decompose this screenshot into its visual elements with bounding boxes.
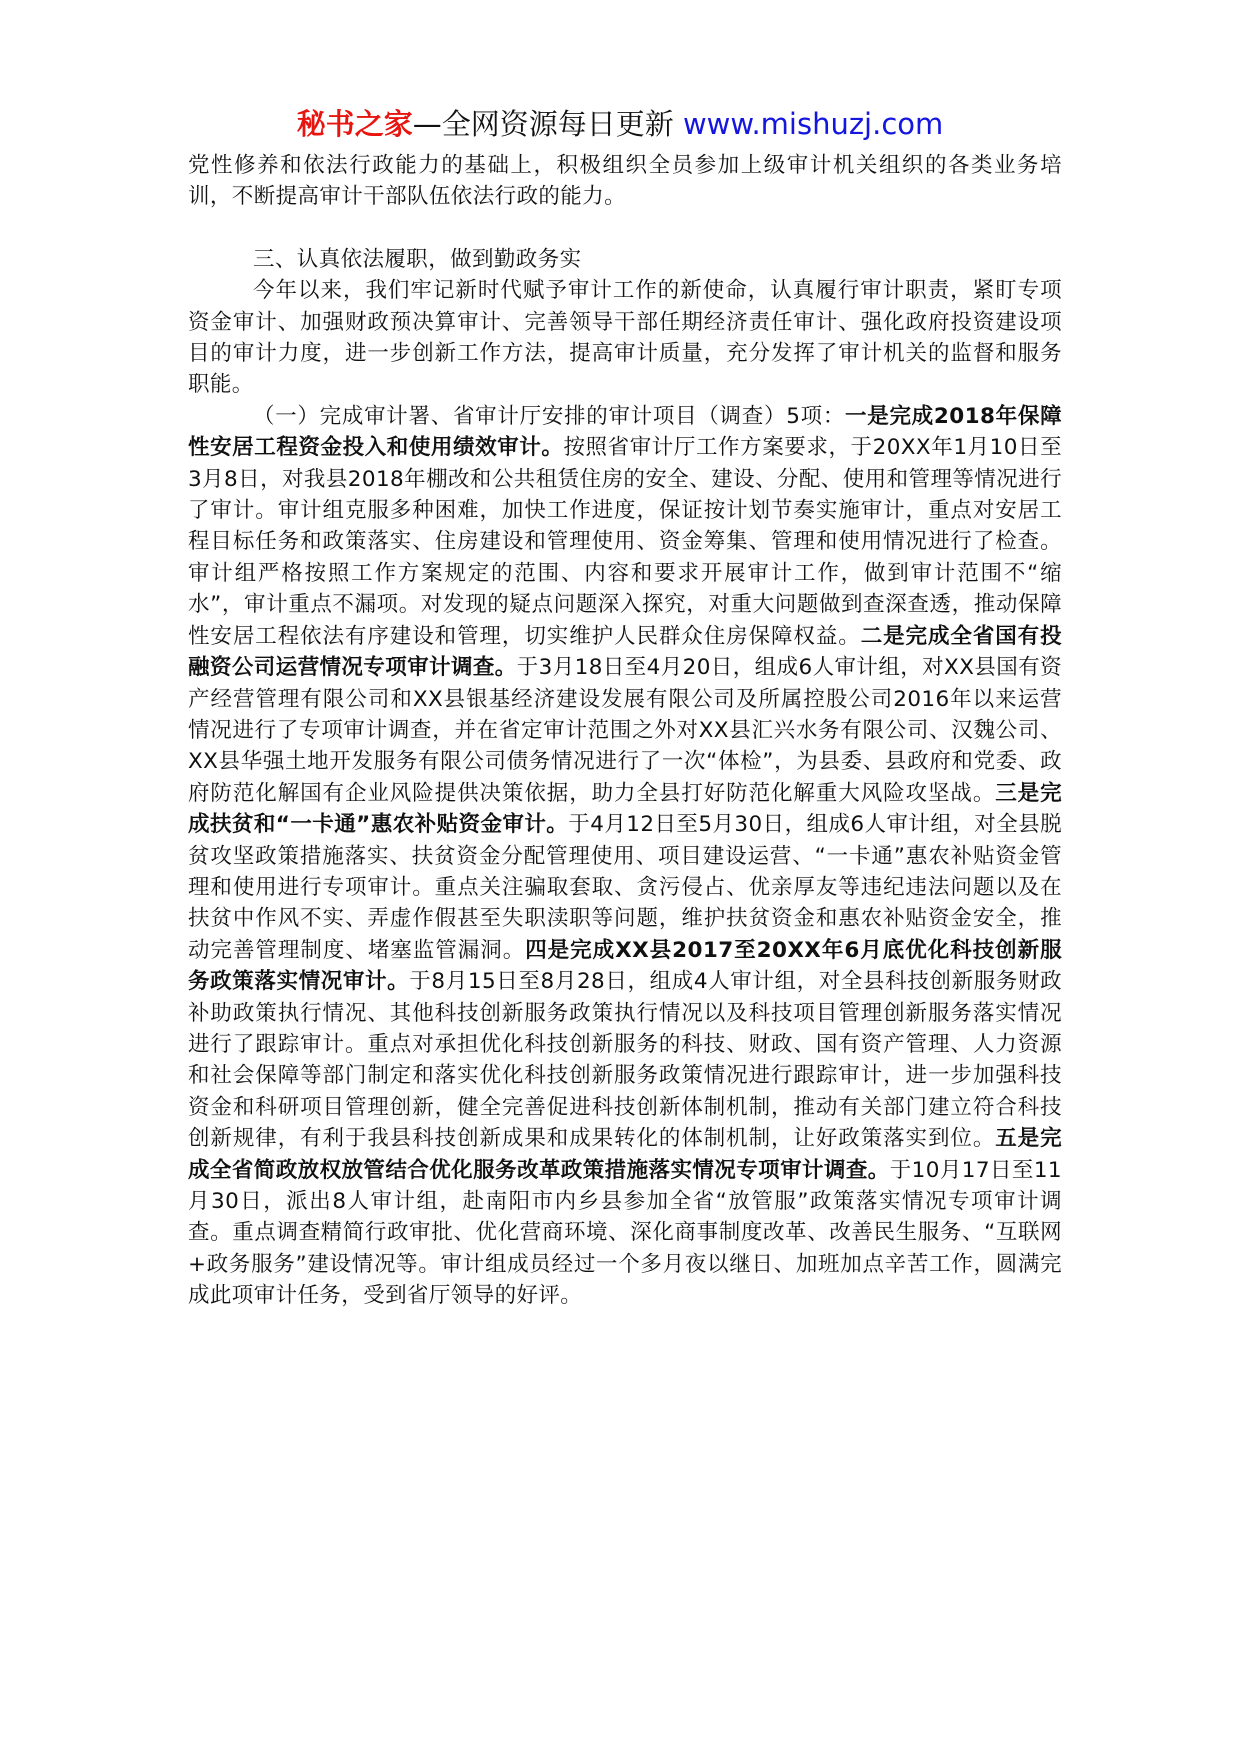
paragraph-overview: 今年以来，我们牢记新时代赋予审计工作的新使命，认真履行审计职责，紧盯专项资金审计、加强财政预决算审计、完善领导干部任期经济责任审计、强化政府投资建设项目的审计力度，进一步创新工作方法，提高审计质量，充分发挥了审计机关的监督和服务职能。	[188, 278, 1062, 398]
project-1-title: 一是完成2018年保障性安居工程资金投入和使用绩效审计。	[188, 403, 1062, 461]
site-url-link[interactable]: www.mishuzj.com	[682, 107, 944, 141]
project-3-text: 于4月12日至5月30日，组成6人审计组，对全县脱贫攻坚政策措施落实、扶贫资金分配管理使用、项目建设运营、“一卡通”惠农补贴资金管理和使用进行专项审计。重点关注骗取套取、贪污侵占、优亲厚友等违纪违法问题以及在扶贫中作风不实、弄虚作假甚至失职渎职等问题，维护扶贫资金和惠农补贴资金安全，推动完善管理制度、堵塞监管漏洞。	[188, 812, 1062, 963]
header-tagline: —全网资源每日更新	[412, 107, 683, 141]
project-5-text: 于10月17日至11月30日，派出8人审计组，赴南阳市内乡县参加全省“放管服”政策落实情况专项审计调查。重点调查精简行政审批、优化营商环境、深化商事制度改革、改善民生服务、“互联网+政务服务”建设情况等。审计组成员经过一个多月夜以继日、加班加点辛苦工作，圆满完成此项审计任务，受到省厅领导的好评。	[188, 1157, 1062, 1309]
project-2-title: 二是完成全省国有投融资公司运营情况专项审计调查。	[188, 623, 1062, 681]
paragraph-training: 党性修养和依法行政能力的基础上，积极组织全员参加上级审计机关组织的各类业务培训，不断提高审计干部队伍依法行政的能力。	[188, 153, 1062, 210]
project-4-text: 于8月15日至8月28日，组成4人审计组，对全县科技创新服务财政补助政策执行情况、其他科技创新服务政策执行情况以及科技项目管理创新服务落实情况进行了跟踪审计。重点对承担优化科技创新服务的科技、财政、国有资产管理、人力资源和社会保障等部门制定和落实优化科技创新服务政策情况进行跟踪审计，进一步加强科技资金和科研项目管理创新，健全完善促进科技创新体制机制，推动有关部门建立符合科技创新规律，有利于我县科技创新成果和成果转化的体制机制，让好政策落实到位。	[188, 969, 1062, 1152]
project-3-title: 三是完成扶贫和“一卡通”惠农补贴资金审计。	[188, 780, 1062, 838]
project-1-text: 按照省审计厅工作方案要求，于20XX年1月10日至3月8日，对我县2018年棚改和公共租赁住房的安全、建设、分配、使用和管理等情况进行了审计。审计组克服多种困难，加快工作进度，保证按计划节奏实施审计，重点对安居工程目标任务和政策落实、住房建设和管理使用、资金筹集、管理和使用情况进行了检查。审计组严格按照工作方案规定的范围、内容和要求开展审计工作，做到审计范围不“缩水”，审计重点不漏项。对发现的疑点问题深入探究，对重大问题做到查深查透，推动保障性安居工程依法有序建设和管理，切实维护人民群众住房保障权益。	[188, 435, 1062, 649]
project-4-title: 四是完成XX县2017至20XX年6月底优化科技创新服务政策落实情况审计。	[188, 937, 1062, 995]
brand-name: 秘书之家	[296, 107, 413, 141]
site-header	[0, 104, 1240, 144]
paragraph-audit-projects	[188, 401, 1062, 1312]
project-5-title: 五是完成全省简政放权放管结合优化服务改革政策措施落实情况专项审计调查。	[188, 1126, 1062, 1183]
audit-projects-intro: （一）完成审计署、省审计厅安排的审计项目（调查）5项：	[253, 403, 846, 429]
project-2-text: 于3月18日至4月20日，组成6人审计组，对XX县国有资产经营管理有限公司和XX县银基经济建设发展有限公司及所属控股公司2016年以来运营情况进行了专项审计调查，并在省定审计范围之外对XX县汇兴水务有限公司、汉魏公司、XX县华强土地开发服务有限公司债务情况进行了一次“体检”，为县委、县政府和党委、政府防范化解国有企业风险提供决策依据，助力全县打好防范化解重大风险攻坚战。	[188, 655, 1062, 806]
section-heading-3: 三、认真依法履职，做到勤政务实	[253, 246, 582, 272]
document-body	[188, 150, 1062, 1312]
